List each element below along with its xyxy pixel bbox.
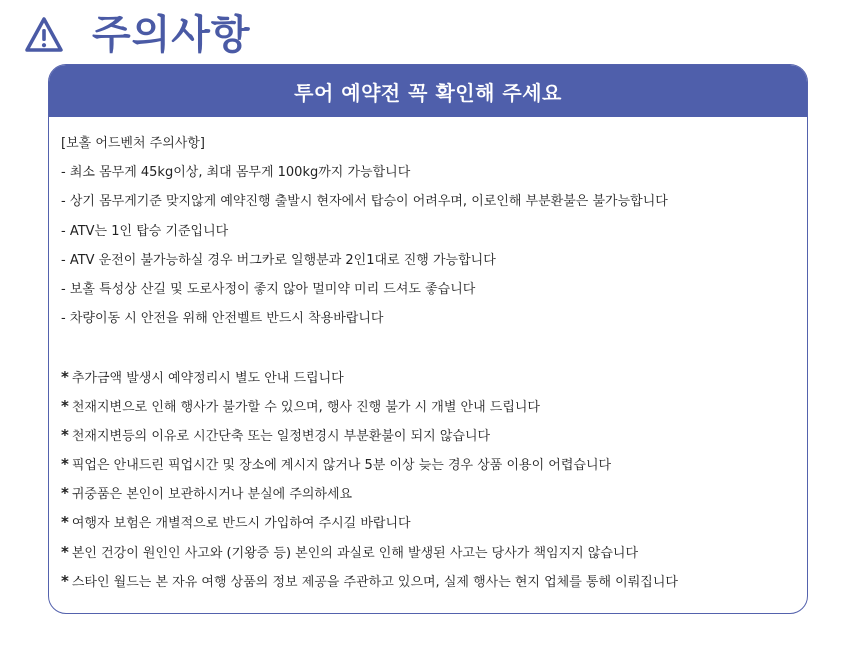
dash-item: - ATV는 1인 탑승 기준입니다 xyxy=(61,223,229,239)
dash-item: - ATV 운전이 불가능하실 경우 버그카로 일행분과 2인1대로 진행 가능합니다 xyxy=(61,252,496,268)
page-title: 주의사항 xyxy=(92,12,251,58)
asterisk-icon: * xyxy=(61,425,69,444)
dash-item: - 상기 몸무게기준 맞지않게 예약진행 출발시 현자에서 탑승이 어려우며, 이로인해 부분환불은 불가능합니다 xyxy=(61,194,668,210)
dash-item: - 최소 몸무게 45kg이상, 최대 몸무게 100kg까지 가능합니다 xyxy=(61,165,411,181)
warning-triangle-icon xyxy=(24,15,64,55)
star-item xyxy=(61,450,807,479)
star-item-text: 스타인 월드는 본 자유 여행 상품의 정보 제공을 주관하고 있으며, 실제 행사는 현지 업체를 통해 이뤄집니다 xyxy=(71,574,678,590)
dash-item: - 보홀 특성상 산길 및 도로사정이 좋지 않아 멀미약 미리 드셔도 좋습니다 xyxy=(61,281,476,297)
star-item-text: 픽업은 안내드린 픽업시간 및 장소에 계시지 않거나 5분 이상 늦는 경우 상품 이용이 어렵습니다 xyxy=(71,458,612,474)
star-item xyxy=(61,363,807,392)
star-item xyxy=(61,508,807,537)
star-item-text: 귀중품은 본인이 보관하시거나 분실에 주의하세요 xyxy=(71,487,353,503)
star-item-text: 추가금액 발생시 예약정리시 별도 안내 드립니다 xyxy=(71,370,344,386)
notice-card xyxy=(48,64,808,614)
card-body xyxy=(49,117,807,596)
dash-item: - 차량이동 시 안전을 위해 안전벨트 반드시 착용바랍니다 xyxy=(61,311,384,327)
section-title: [보홀 어드벤처 주의사항] xyxy=(61,136,205,151)
card-header-title: 투어 예약전 꼭 확인해 주세요 xyxy=(294,80,562,105)
asterisk-icon: * xyxy=(61,396,69,415)
asterisk-icon: * xyxy=(61,484,69,503)
star-item-text: 여행자 보험은 개별적으로 반드시 가입하여 주시길 바랍니다 xyxy=(71,516,411,532)
star-item-text: 천재지변으로 인해 행사가 불가할 수 있으며, 행사 진행 불가 시 개별 안내 드립니다 xyxy=(71,399,540,415)
star-item xyxy=(61,421,807,450)
star-item-text: 천재지변등의 이유로 시간단축 또는 일정변경시 부분환불이 되지 않습니다 xyxy=(71,428,491,444)
star-item xyxy=(61,479,807,508)
asterisk-icon: * xyxy=(61,571,69,590)
asterisk-icon: * xyxy=(61,367,69,386)
star-item xyxy=(61,392,807,421)
card-header xyxy=(49,65,807,117)
notice-heading xyxy=(24,10,251,60)
star-item xyxy=(61,567,807,596)
star-item-text: 본인 건강이 원인인 사고와 (기왕증 등) 본인의 과실로 인해 발생된 사고는 당사가 책임지지 않습니다 xyxy=(71,545,639,561)
star-item xyxy=(61,538,807,567)
asterisk-icon: * xyxy=(61,542,69,561)
asterisk-icon: * xyxy=(61,455,69,474)
asterisk-icon: * xyxy=(61,513,69,532)
